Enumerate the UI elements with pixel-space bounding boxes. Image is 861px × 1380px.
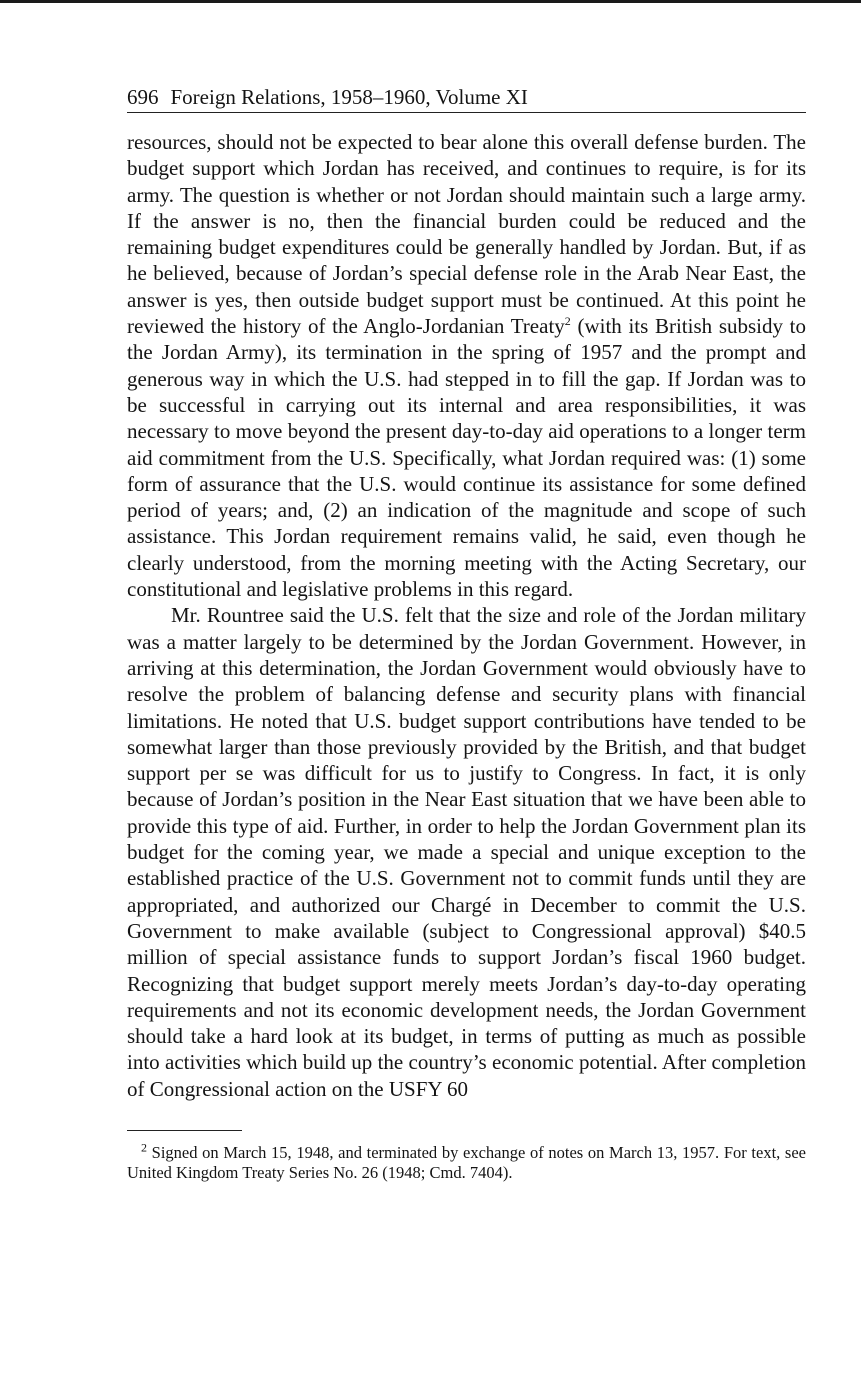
- footnote-reference: 2: [564, 314, 571, 329]
- paragraph-1-part-1: resources, should not be expected to bear alone this overall defense burden. The budget support which Jordan has received, and continues to require, is for its army. The question is whether or not Jordan should maintain such a large army. If the answer is no, then the financial burden could be reduced and the remaining budget expenditures could be generally handled by Jordan. But, if as he believed, because of Jordan’s special defense role in the Arab Near East, the answer is yes, then outside budget support must be continued. At this point he reviewed the history of the Anglo-Jordanian Treaty: [127, 130, 806, 339]
- footnote-text: Signed on March 15, 1948, and terminated by exchange of notes on March 13, 1957. For text, see United Kingdom Treaty Series No. 26 (1948; Cmd. 7404).: [127, 1143, 807, 1183]
- paragraph-1: [127, 129, 806, 602]
- paragraph-2: Mr. Rountree said the U.S. felt that the size and role of the Jordan military was a matter largely to be determined by the Jordan Government. However, in arriving at this determination, the Jordan Government would obviously have to resolve the problem of balancing defense and security plans with financial limitations. He noted that U.S. budget support contributions have tended to be somewhat larger than those previously provided by the British, and that budget support per se was difficult for us to justify to Congress. In fact, it is only because of Jordan’s position in the Near East situation that we have been able to provide this type of aid. Further, in order to help the Jordan Government plan its budget for the coming year, we made a special and unique exception to the established practice of the U.S. Government not to commit funds until they are appropriated, and authorized our Chargé in December to commit the U.S. Government to make available (subject to Congressional approval) $40.5 million of special assistance funds to support Jordan’s fiscal 1960 budget. Recognizing that budget support merely meets Jordan’s day-to-day operating requirements and not its economic development needs, the Jordan Government should take a hard look at its budget, in terms of putting as much as possible into activities which build up the country’s economic potential. After completion of Congressional action on the USFY 60: [127, 603, 806, 1101]
- document-page: [127, 84, 806, 1183]
- volume-title: Foreign Relations, 1958–1960, Volume XI: [170, 85, 528, 109]
- body-text: [127, 129, 806, 1102]
- page-top-edge: [0, 0, 861, 3]
- footnote-divider: [127, 1130, 242, 1132]
- paragraph-1-part-2: (with its British subsidy to the Jordan Army), its termination in the spring of 1957 and the prompt and generous way in which the U.S. had stepped in to fill the gap. If Jordan was to be successful in carrying out its internal and area responsibilities, it was necessary to move beyond the present day-to-day aid operations to a longer term aid commitment from the U.S. Specifically, what Jordan required was: (1) some form of assurance that the U.S. would continue its assistance for some defined period of years; and, (2) an indication of the magnitude and scope of such assistance. This Jordan requirement remains valid, he said, even though he clearly understood, from the morning meeting with the Acting Secretary, our constitutional and legislative problems in this regard.: [127, 314, 806, 602]
- footnote-marker: 2: [141, 1140, 147, 1155]
- running-header: [127, 84, 806, 113]
- footnote: [127, 1140, 807, 1183]
- page-number: 696: [127, 85, 159, 109]
